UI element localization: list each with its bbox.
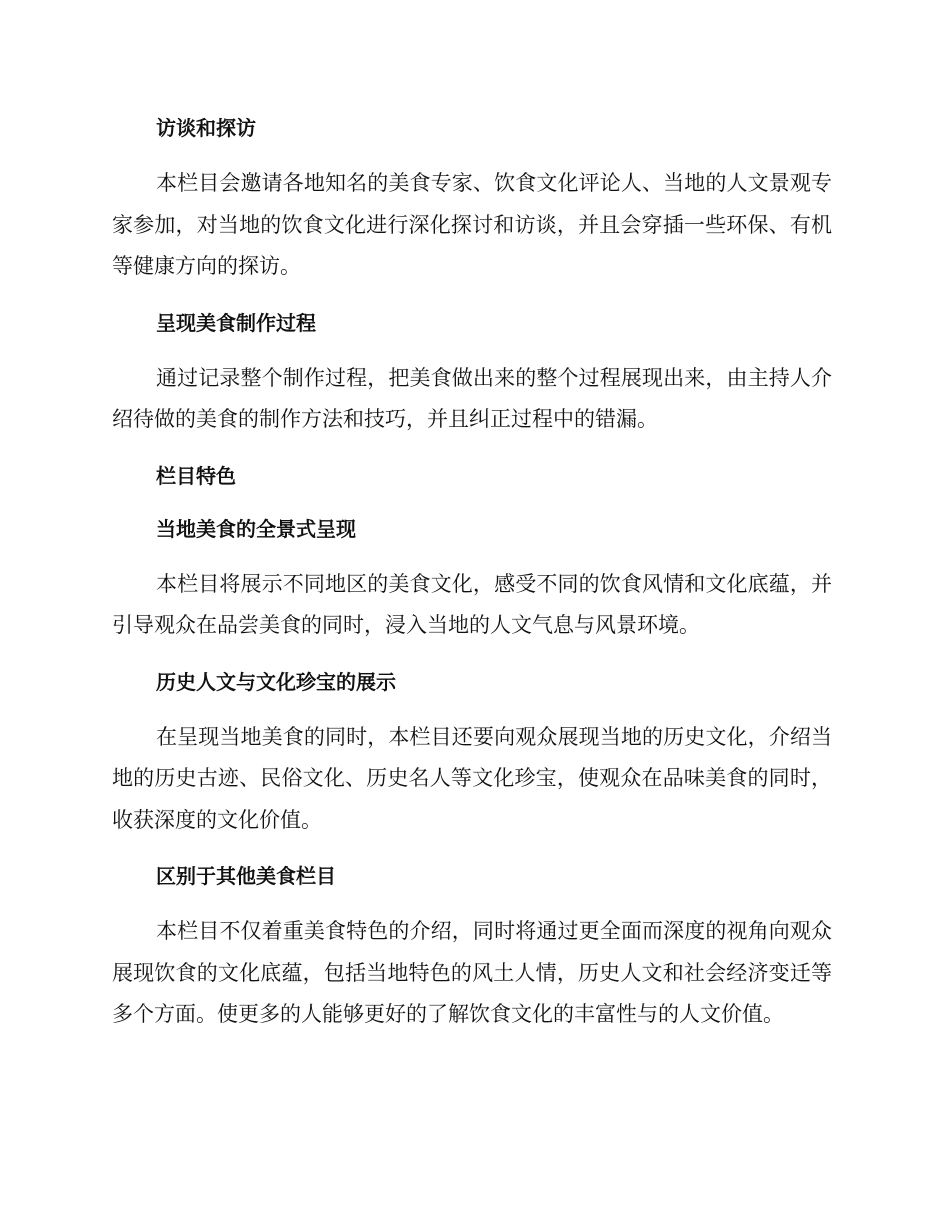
section-heading-features: 栏目特色 (156, 463, 236, 488)
section-heading-interviews: 访谈和探访 (156, 116, 256, 140)
section-heading-distinction: 区别于其他美食栏目 (156, 864, 336, 888)
section-paragraph-cooking-process: 通过记录整个制作过程，把美食做出来的整个过程展现出来，由主持人介绍待做的美食的制作方法和技巧，并且纠正过程中的错漏。 (112, 365, 832, 431)
section-heading-cooking-process: 呈现美食制作过程 (156, 310, 316, 335)
section-heading-history-culture: 历史人文与文化珍宝的展示 (156, 669, 396, 694)
document-body (112, 108, 832, 1036)
section-paragraph-interviews: 本栏目会邀请各地知名的美食专家、饮食文化评论人、当地的人文景观专家参加，对当地的饮食文化进行深化探讨和访谈，并且会穿插一些环保、有机等健康方向的探访。 (112, 171, 832, 278)
section-heading-panoramic: 当地美食的全景式呈现 (156, 516, 356, 541)
section-paragraph-history-culture: 在呈现当地美食的同时，本栏目还要向观众展现当地的历史文化，介绍当地的历史古迹、民俗文化、历史名人等文化珍宝，使观众在品味美食的同时，收获深度的文化价值。 (112, 724, 832, 832)
section-paragraph-panoramic: 本栏目将展示不同地区的美食文化，感受不同的饮食风情和文化底蕴，并引导观众在品尝美食的同时，浸入当地的人文气息与风景环境。 (112, 571, 832, 637)
section-paragraph-distinction: 本栏目不仅着重美食特色的介绍，同时将通过更全面而深度的视角向观众展现饮食的文化底蕴，包括当地特色的风土人情，历史人文和社会经济变迁等多个方面。使更多的人能够更好的了解饮食文化的丰富性与的人文价值。 (112, 919, 832, 1026)
